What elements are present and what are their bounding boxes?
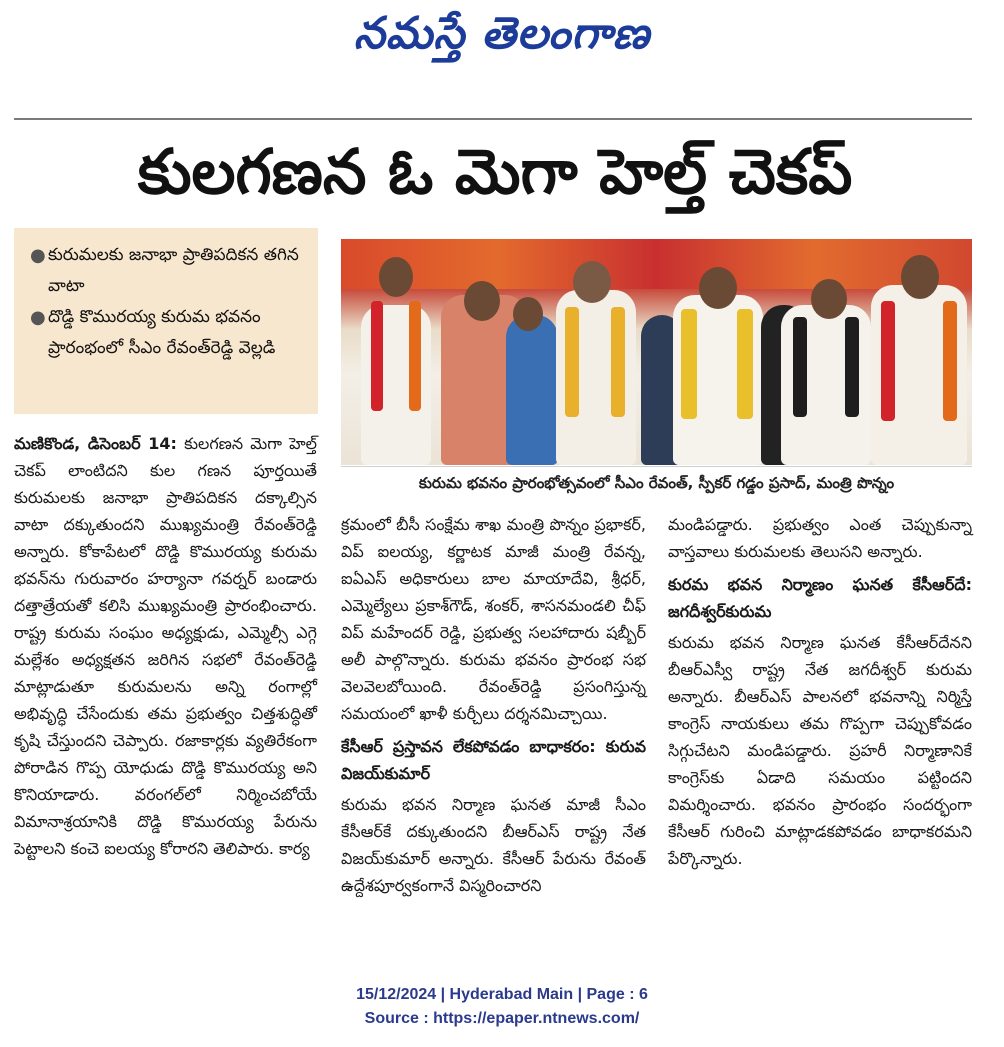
footer-source-link[interactable]: Source : https://epaper.ntnews.com/ bbox=[364, 1010, 640, 1027]
person-figure bbox=[943, 301, 957, 421]
masthead-title: నమస్తే తెలంగాణ bbox=[353, 8, 651, 59]
dateline: మణికొండ, డిసెంబర్ 14: bbox=[14, 434, 177, 453]
page-footer bbox=[0, 983, 1004, 1031]
highlight-item bbox=[28, 240, 308, 302]
stage-banner bbox=[341, 239, 972, 289]
article-paragraph: క్రమంలో బీసీ సంక్షేమ శాఖ మంత్రి పొన్నం ప్రభాకర్, విప్ ఐలయ్య, కర్ణాటక మాజీ మంత్రి రేవన్న, ఐఏఎస్ అధికారులు బాల మాయాదేవి, శ్రీధర్, ఎమ్మెల్యేలు ప్రకాశ్‌గౌడ్, శంకర్, శాసనమండలి చీఫ్ విప్ మహేందర్ రెడ్డి, ప్రభుత్వ సలహాదారు షబ్బీర్ అలీ పాల్గొన్నారు. కురుమ భవనం ప్రారంభ సభ వెలవెలబోయింది. రేవంత్‌రెడ్డి ప్రసంగిస్తున్న సమయంలో ఖాళీ కుర్చీలు దర్శనమిచ్చాయి. bbox=[341, 515, 646, 723]
person-figure bbox=[506, 315, 558, 465]
article-paragraph bbox=[14, 430, 317, 862]
person-figure bbox=[901, 255, 939, 299]
person-figure bbox=[611, 307, 625, 417]
person-figure bbox=[699, 267, 737, 309]
person-figure bbox=[793, 317, 807, 417]
article-column-3 bbox=[668, 511, 972, 872]
person-figure bbox=[881, 301, 895, 421]
article-text: కులగణన మెగా హెల్త్ చెకప్ లాంటిదని కుల గణన పూర్తయితే కురుమలకు జనాభా ప్రాతిపదికన దక్కాల్సిన వాటా దక్కుతుందని ముఖ్యమంత్రి రేవంత్‌రెడ్డి అన్నారు. కోకాపేటలో దొడ్డి కొమురయ్య కురుమ భవన్‌ను గురువారం హర్యానా గవర్నర్ బండారు దత్తాత్రేయతో కలిసి ముఖ్యమంత్రి ప్రారంభించారు. రాష్ట్ర కురుమ సంఘం అధ్యక్షుడు, ఎమ్మెల్సీ ఎగ్గె మల్లేశం అధ్యక్షతన జరిగిన సభలో రేవంత్‌రెడ్డి మాట్లాడుతూ కురుమలను అన్ని రంగాల్లో అభివృద్ధి చేసేందుకు తమ ప్రభుత్వం చిత్తశుద్ధితో కృషి చేస్తుందని చెప్పారు. రజాకార్లకు వ్యతిరేకంగా పోరాడిన గొప్ప యోధుడు దొడ్డి కొమురయ్య అని కొనియాడారు. వరంగల్‌లో నిర్మించబోయే విమానాశ్రయానికి దొడ్డి కొమురయ్య పేరును పెట్టాలని కంచె ఐలయ్య కోరారని తెలిపారు. కార్య bbox=[14, 434, 318, 858]
bullet-icon: ● bbox=[30, 245, 46, 266]
bullet-icon: ● bbox=[30, 307, 46, 328]
subheading: కేసీఆర్ ప్రస్తావన లేకపోవడం బాధాకరం: కురువ విజయ్‌కుమార్ bbox=[341, 737, 646, 783]
person-figure bbox=[845, 317, 859, 417]
person-figure bbox=[379, 257, 413, 297]
highlight-text: కురుమలకు జనాభా ప్రాతిపదికన తగిన వాటా bbox=[48, 245, 299, 296]
article-column-1 bbox=[14, 430, 317, 862]
article-paragraph: మండిపడ్డారు. ప్రభుత్వం ఎంత చెప్పుకున్నా వాస్తవాలు కురుమలకు తెలుసని అన్నారు. bbox=[668, 515, 972, 561]
highlight-item bbox=[28, 302, 308, 364]
subheading: కురమ భవన నిర్మాణం ఘనత కేసీఆర్‌దే: జగదీశ్వర్‌కురుమ bbox=[668, 575, 972, 621]
person-figure bbox=[737, 309, 753, 419]
article-paragraph: కురుమ భవన నిర్మాణ ఘనత కేసీఆర్‌దేనని బీఆర్‌ఎస్వీ రాష్ట్ర నేత జగదీశ్వర్ కురుమ అన్నారు. బీఆర్‌ఎస్ పాలనలో భవనాన్ని నిర్మిస్తే కాంగ్రెస్ నాయకులు తమ గొప్పగా చెప్పుకోవడం సిగ్గుచేటని మండిపడ్డారు. ప్రహరీ నిర్మాణానికే కాంగ్రెస్‌కు ఏడాది సమయం పట్టిందని విమర్శించారు. భవనం ప్రారంభం సందర్భంగా కేసీఆర్ గురించి మాట్లాడకపోవడం బాధాకరమని పేర్కొన్నారు. bbox=[668, 633, 972, 868]
masthead bbox=[0, 0, 1004, 80]
person-figure bbox=[573, 261, 611, 303]
article-column-2 bbox=[341, 511, 646, 899]
person-figure bbox=[681, 309, 697, 419]
person-figure bbox=[464, 281, 500, 321]
person-figure bbox=[811, 279, 847, 319]
event-photo bbox=[341, 239, 972, 465]
headline: కులగణన ఓ మెగా హెల్త్ చెకప్ bbox=[137, 135, 853, 208]
highlight-text: దొడ్డి కొమురయ్య కురుమ భవనం ప్రారంభంలో సీఎం రేవంత్‌రెడ్డి వెల్లడి bbox=[48, 307, 276, 358]
highlights-box bbox=[14, 228, 318, 414]
header-divider bbox=[14, 118, 972, 120]
person-figure bbox=[409, 301, 421, 411]
footer-edition-info: 15/12/2024 | Hyderabad Main | Page : 6 bbox=[356, 986, 648, 1003]
person-figure bbox=[513, 297, 543, 331]
photo-caption: కురుమ భవనం ప్రారంభోత్సవంలో సీఎం రేవంత్, స్పీకర్ గడ్డం ప్రసాద్, మంత్రి పొన్నం bbox=[341, 466, 972, 499]
highlights-list bbox=[14, 228, 318, 364]
person-figure bbox=[371, 301, 383, 411]
article-paragraph: కురుమ భవన నిర్మాణ ఘనత మాజీ సీఎం కేసీఆర్‌కే దక్కుతుందని బీఆర్‌ఎస్ రాష్ట్ర నేత విజయ్‌కుమార్ అన్నారు. కేసీఆర్ పేరును రేవంత్ ఉద్దేశపూర్వకంగానే విస్మరించారని bbox=[341, 795, 646, 895]
person-figure bbox=[565, 307, 579, 417]
